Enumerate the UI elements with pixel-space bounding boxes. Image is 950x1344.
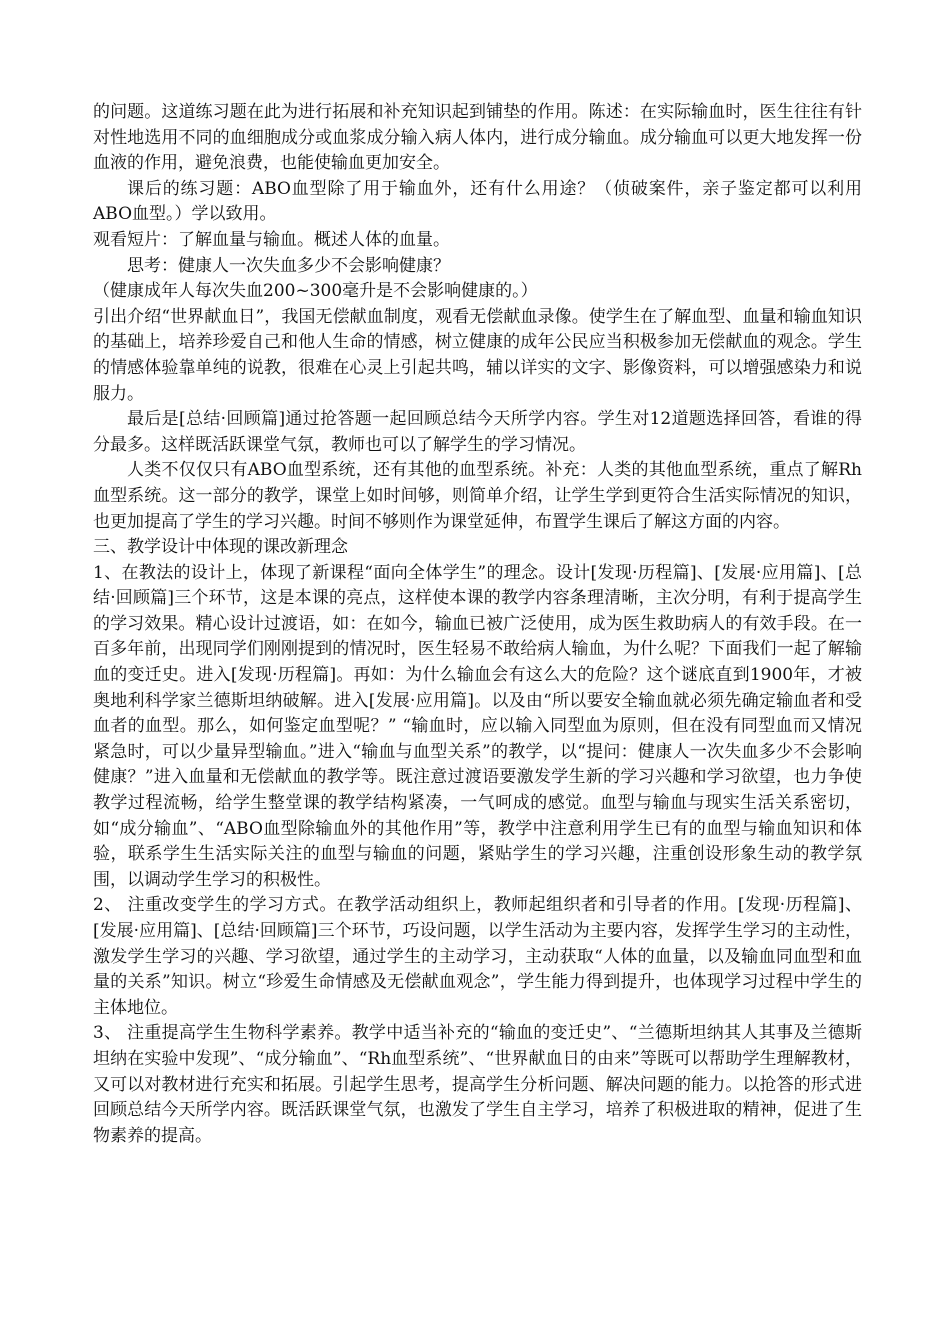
paragraph-3: 观看短片：了解血量与输血。概述人体的血量。 (93, 229, 450, 250)
paragraph-5: （健康成年人每次失血200~300毫升是不会影响健康的。） (93, 281, 538, 302)
paragraph-6: 引出介绍“世界献血日”，我国无偿献血制度，观看无偿献血录像。使学生在了解血型、血量和输血知识的基础上，培养珍爱自己和他人生命的情感，树立健康的成年公民应当积极参加无偿献血的观念。学生的情感体验靠单纯的说教，很难在心灵上引起共鸣，辅以详实的文字、影像资料，可以增强感染力和说服力。 (93, 306, 862, 404)
paragraph-2: 课后的练习题：ABO血型除了用于输血外，还有什么用途？（侦破案件，亲子鉴定都可以利用ABO血型。）学以致用。 (93, 178, 862, 225)
document-body (93, 100, 862, 1149)
paragraph-7: 最后是[总结·回顾篇]通过抢答题一起回顾总结今天所学内容。学生对12道题选择回答，看谁的得分最多。这样既活跃课堂气氛，教师也可以了解学生的学习情况。 (93, 409, 862, 455)
section-heading: 三、教学设计中体现的课改新理念 (93, 537, 348, 558)
paragraph-point-2: 2、 注重改变学生的学习方式。在教学活动组织上，教师起组织者和引导者的作用。[发现·历程篇]、[发展·应用篇]、[总结·回顾篇]三个环节，巧设问题，以学生活动为主要内容，发挥学生学习的主动性，激发学生学习的兴趣、学习欲望，通过学生的主动学习，主动获取“人体的血量，以及输血同血型和血量的关系”知识。树立“珍爱生命情感及无偿献血观念”，学生能力得到提升，也体现学习过程中学生的主体地位。 (93, 895, 862, 1018)
paragraph-4: 思考：健康人一次失血多少不会影响健康？ (127, 255, 450, 276)
paragraph-point-1: 1、在教法的设计上，体现了新课程“面向全体学生”的理念。设计[发现·历程篇]、[发展·应用篇]、[总结·回顾篇]三个环节，这是本课的亮点，这样使本课的教学内容条理清晰，主次分明，有利于提高学生的学习效果。精心设计过渡语，如：在如今，输血已被广泛使用，成为医生救助病人的有效手段。在一百多年前，出现同学们刚刚提到的情况时，医生轻易不敢给病人输血，为什么呢？下面我们一起了解输血的变迁史。进入[发现·历程篇]。再如：为什么输血会有这么大的危险？这个谜底直到1900年，才被奥地利科学家兰德斯坦纳破解。进入[发展·应用篇]。以及由“所以要安全输血就必须先确定输血者和受血者的血型。那么，如何鉴定血型呢？” “输血时，应以输入同型血为原则，但在没有同型血而又情况紧急时，可以少量异型输血。”进入“输血与血型关系”的教学，以“提问：健康人一次失血多少不会影响健康？”进入血量和无偿献血的教学等。既注意过渡语要激发学生新的学习兴趣和学习欲望，也力争使教学过程流畅，给学生整堂课的教学结构紧凑，一气呵成的感觉。血型与输血与现实生活关系密切，如“成分输血”、“ABO血型除输血外的其他作用”等，教学中注意利用学生已有的血型与输血知识和体验，联系学生生活实际关注的血型与输血的问题，紧贴学生的学习兴趣，注重创设形象生动的教学氛围，以调动学生学习的积极性。 (93, 562, 862, 890)
paragraph-point-3: 3、 注重提高学生生物科学素养。教学中适当补充的“输血的变迁史”、“兰德斯坦纳其人其事及兰德斯坦纳在实验中发现”、“成分输血”、“Rh血型系统”、“世界献血日的由来”等既可以帮助学生理解教材，又可以对教材进行充实和拓展。引起学生思考，提高学生分析问题、解决问题的能力。以抢答的形式进回顾总结今天所学内容。既活跃课堂气氛，也激发了学生自主学习，培养了积极进取的精神，促进了生物素养的提高。 (93, 1023, 862, 1146)
paragraph-8: 人类不仅仅只有ABO血型系统，还有其他的血型系统。补充：人类的其他血型系统，重点了解Rh血型系统。这一部分的教学，课堂上如时间够，则简单介绍，让学生学到更符合生活实际情况的知识，也更加提高了学生的学习兴趣。时间不够则作为课堂延伸，布置学生课后了解这方面的内容。 (93, 460, 862, 532)
paragraph-1: 的问题。这道练习题在此为进行拓展和补充知识起到铺垫的作用。陈述：在实际输血时，医生往往有针对性地选用不同的血细胞成分或血浆成分输入病人体内，进行成分输血。成分输血可以更大地发挥一份血液的作用，避免浪费，也能使输血更加安全。 (93, 102, 862, 174)
